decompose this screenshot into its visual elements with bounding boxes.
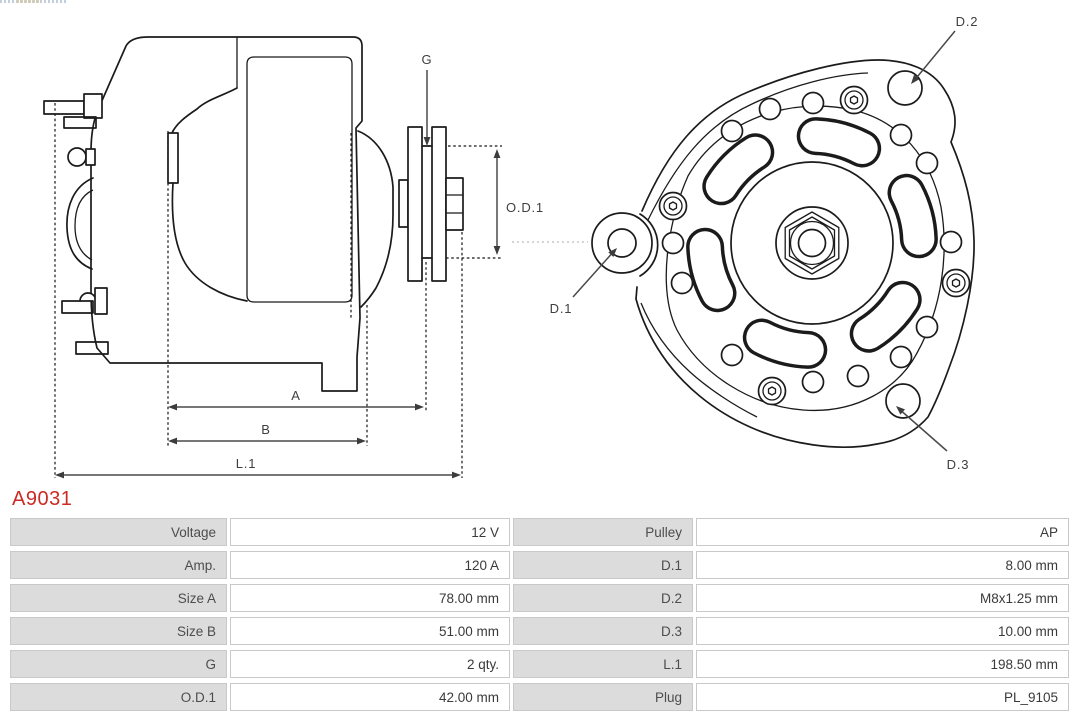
spec-d3-value: 10.00 mm — [696, 617, 1069, 645]
spec-l1-value: 198.50 mm — [696, 650, 1069, 678]
side-front-lug — [168, 133, 178, 183]
spec-voltage-value: 12 V — [230, 518, 510, 546]
dimension-g — [422, 52, 433, 146]
spec-g-label: G — [10, 650, 227, 678]
dim-label-b: B — [261, 422, 271, 437]
spec-pulley-value: AP — [696, 518, 1069, 546]
spec-plug-value: PL_9105 — [696, 683, 1069, 711]
spec-voltage-label: Voltage — [10, 518, 227, 546]
dimension-l1 — [55, 456, 461, 478]
through-bolt — [841, 87, 868, 114]
dim-label-d1: D.1 — [549, 301, 573, 316]
dim-label-d3: D.3 — [946, 457, 970, 472]
spec-table — [10, 518, 1069, 711]
spec-size-b-value: 51.00 mm — [230, 617, 510, 645]
leader-d3 — [896, 406, 969, 472]
dim-label-d2: D.2 — [955, 14, 979, 29]
pulley-spacer — [399, 180, 408, 227]
side-body-outline — [91, 37, 362, 391]
spec-size-b-label: Size B — [10, 617, 227, 645]
pulley-flange-rear — [408, 127, 422, 281]
dimension-od1 — [494, 149, 544, 255]
dim-label-od1: O.D.1 — [506, 200, 544, 215]
side-drive-end-nose — [358, 131, 393, 307]
alternator-side-view — [44, 37, 588, 478]
spec-amp-label: Amp. — [10, 551, 227, 579]
dim-label-g: G — [421, 52, 433, 67]
leader-d2 — [911, 14, 978, 84]
shaft-threaded-end — [446, 178, 463, 230]
spec-size-a-label: Size A — [10, 584, 227, 612]
dimension-b — [168, 422, 366, 444]
dim-label-l1: L.1 — [235, 456, 257, 471]
through-bolt — [943, 270, 970, 297]
spec-g-value: 2 qty. — [230, 650, 510, 678]
spec-amp-value: 120 A — [230, 551, 510, 579]
rotor-hub — [731, 162, 893, 324]
spec-od1-label: O.D.1 — [10, 683, 227, 711]
through-bolt — [759, 378, 786, 405]
side-terminal-studs — [44, 94, 108, 354]
side-rotor-curve-lower — [172, 183, 247, 301]
spec-l1-label: L.1 — [513, 650, 693, 678]
leader-d1 — [550, 248, 617, 316]
side-rear-window — [247, 57, 352, 302]
pulley-flange-front — [432, 127, 446, 281]
dimension-a — [168, 388, 424, 410]
side-rotor-curve-upper — [172, 88, 237, 133]
alternator-front-view — [550, 14, 979, 472]
spec-size-a-value: 78.00 mm — [230, 584, 510, 612]
spec-d2-value: M8x1.25 mm — [696, 584, 1069, 612]
spec-d1-label: D.1 — [513, 551, 693, 579]
spec-plug-label: Plug — [513, 683, 693, 711]
spec-d2-label: D.2 — [513, 584, 693, 612]
through-bolt — [660, 193, 687, 220]
spec-d3-label: D.3 — [513, 617, 693, 645]
spec-pulley-label: Pulley — [513, 518, 693, 546]
spec-od1-value: 42.00 mm — [230, 683, 510, 711]
part-number: A9031 — [12, 488, 73, 510]
spec-d1-value: 8.00 mm — [696, 551, 1069, 579]
dim-label-a: A — [291, 388, 301, 403]
